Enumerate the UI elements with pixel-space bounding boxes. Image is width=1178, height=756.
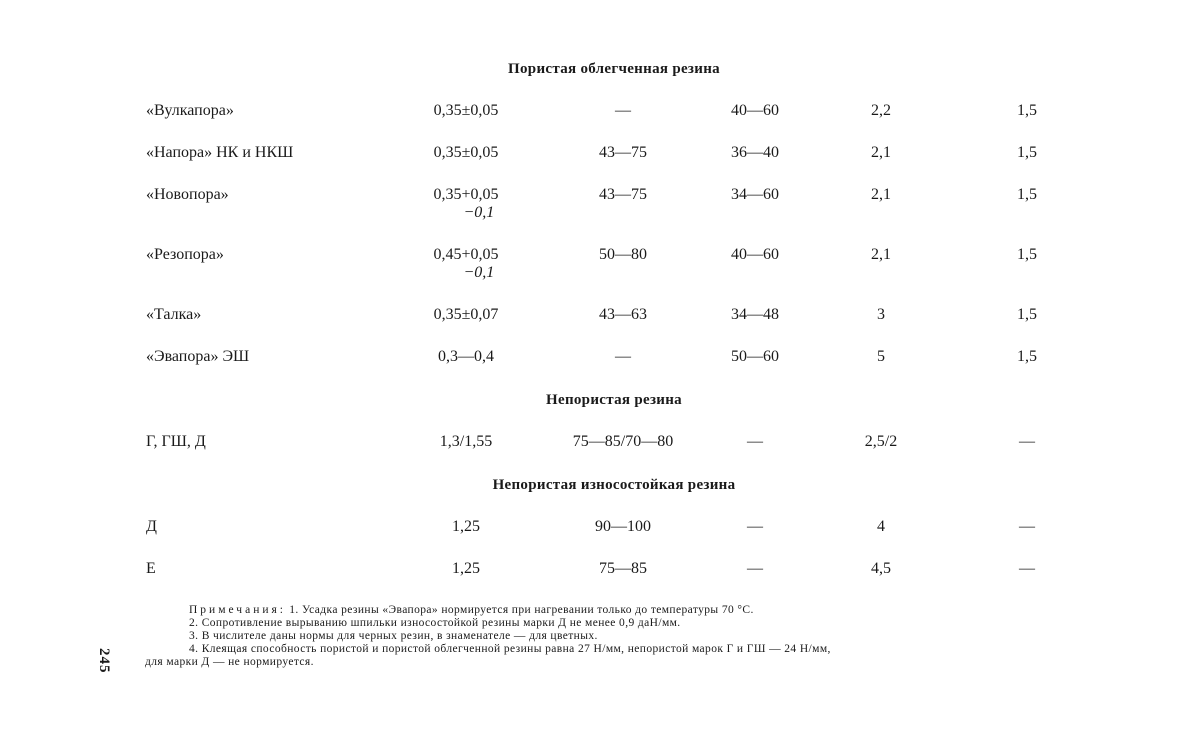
value-strength: 2,1: [871, 144, 891, 161]
note-1: 1. Усадка резины «Эвапора» нормируется при нагревании только до температуры 70 °С.: [289, 604, 754, 616]
value-density: 0,35±0,07: [433, 306, 499, 323]
value-hardness: —: [615, 102, 631, 119]
value-last: 1,5: [1017, 144, 1037, 161]
section-title-porous-light: Пористая облегченная резина: [508, 61, 720, 77]
value-strength: 4,5: [871, 560, 891, 577]
value-hardness: 43—63: [599, 306, 647, 323]
value-range: 40—60: [731, 102, 779, 119]
value-strength: 2,5/2: [864, 433, 898, 450]
value-range: 34—48: [731, 306, 779, 323]
value-density: 1,3/1,55: [439, 433, 493, 450]
value-hardness: 75—85/70—80: [572, 433, 674, 450]
rubber-name: Г, ГШ, Д: [146, 433, 206, 450]
value-density: 1,25: [452, 560, 480, 577]
value-last: —: [1019, 433, 1035, 450]
note-line: [145, 656, 1105, 669]
value-range: 50—60: [731, 348, 779, 365]
section-title-wear-resistant: Непористая износостойкая резина: [492, 477, 736, 493]
rubber-name: Д: [146, 518, 157, 535]
value-hardness: 90—100: [595, 518, 651, 535]
value-strength: 2,1: [871, 186, 891, 203]
section-title-nonporous: Непористая резина: [546, 392, 682, 408]
value-last: 1,5: [1017, 246, 1037, 263]
value-density: 0,35±0,05: [433, 144, 499, 161]
value-last: —: [1019, 518, 1035, 535]
table-row: [0, 433, 1178, 473]
note-3: 3. В числителе даны нормы для черных резин, в знаменателе — для цветных.: [189, 630, 598, 642]
rubber-name: «Эвапора» ЭШ: [146, 348, 250, 365]
note-4: 4. Клеящая способность пористой и пористой облегченной резины равна 27 Н/мм, непористой марок Г и ГШ — 24 Н/мм,: [189, 643, 831, 655]
value-hardness: —: [615, 348, 631, 365]
table-row: [0, 102, 1178, 142]
table-row: [0, 186, 1178, 226]
note-line: [145, 604, 1105, 617]
value-range: 34—60: [731, 186, 779, 203]
note-line: [145, 630, 1105, 643]
table-row: [0, 144, 1178, 184]
value-density-tolerance: −0,1: [463, 204, 495, 221]
value-hardness: 43—75: [599, 144, 647, 161]
note-4-continuation: для марки Д — не нормируется.: [145, 656, 314, 668]
value-density: 0,35±0,05: [433, 102, 499, 119]
value-hardness: 50—80: [599, 246, 647, 263]
value-last: 1,5: [1017, 306, 1037, 323]
rubber-name: «Напора» НК и НКШ: [146, 144, 294, 161]
value-range: —: [747, 433, 763, 450]
table-row: [0, 306, 1178, 346]
value-range: —: [747, 560, 763, 577]
value-density: [433, 186, 498, 222]
note-line: [145, 643, 1105, 656]
value-density: 1,25: [452, 518, 480, 535]
value-last: 1,5: [1017, 348, 1037, 365]
rubber-name: «Резопора»: [146, 246, 224, 263]
value-strength: 4: [877, 518, 885, 535]
table-row: [0, 246, 1178, 286]
value-strength: 2,2: [871, 102, 891, 119]
table-row: [0, 348, 1178, 388]
value-density: 0,3—0,4: [438, 348, 494, 365]
rubber-name: «Новопора»: [146, 186, 229, 203]
value-density-main: 0,35+0,05: [433, 186, 499, 203]
value-hardness: 43—75: [599, 186, 647, 203]
value-hardness: 75—85: [599, 560, 647, 577]
note-line: [145, 617, 1105, 630]
table-row: [0, 518, 1178, 558]
notes-heading: Примечания:: [189, 604, 286, 616]
value-last: 1,5: [1017, 186, 1037, 203]
rubber-name: «Талка»: [146, 306, 202, 323]
value-range: —: [747, 518, 763, 535]
page-number: 245: [96, 648, 112, 674]
value-density-tolerance: −0,1: [463, 264, 495, 281]
value-strength: 3: [877, 306, 885, 323]
value-strength: 5: [877, 348, 885, 365]
value-density: [433, 246, 498, 282]
notes-block: [145, 604, 1105, 669]
rubber-name: Е: [146, 560, 156, 577]
value-last: —: [1019, 560, 1035, 577]
value-density-main: 0,45+0,05: [433, 246, 499, 263]
value-range: 36—40: [731, 144, 779, 161]
value-range: 40—60: [731, 246, 779, 263]
value-last: 1,5: [1017, 102, 1037, 119]
note-2: 2. Сопротивление вырыванию шпильки износостойкой резины марки Д не менее 0,9 даН/мм.: [189, 617, 681, 629]
rubber-name: «Вулкапора»: [146, 102, 234, 119]
table-row: [0, 560, 1178, 600]
value-strength: 2,1: [871, 246, 891, 263]
